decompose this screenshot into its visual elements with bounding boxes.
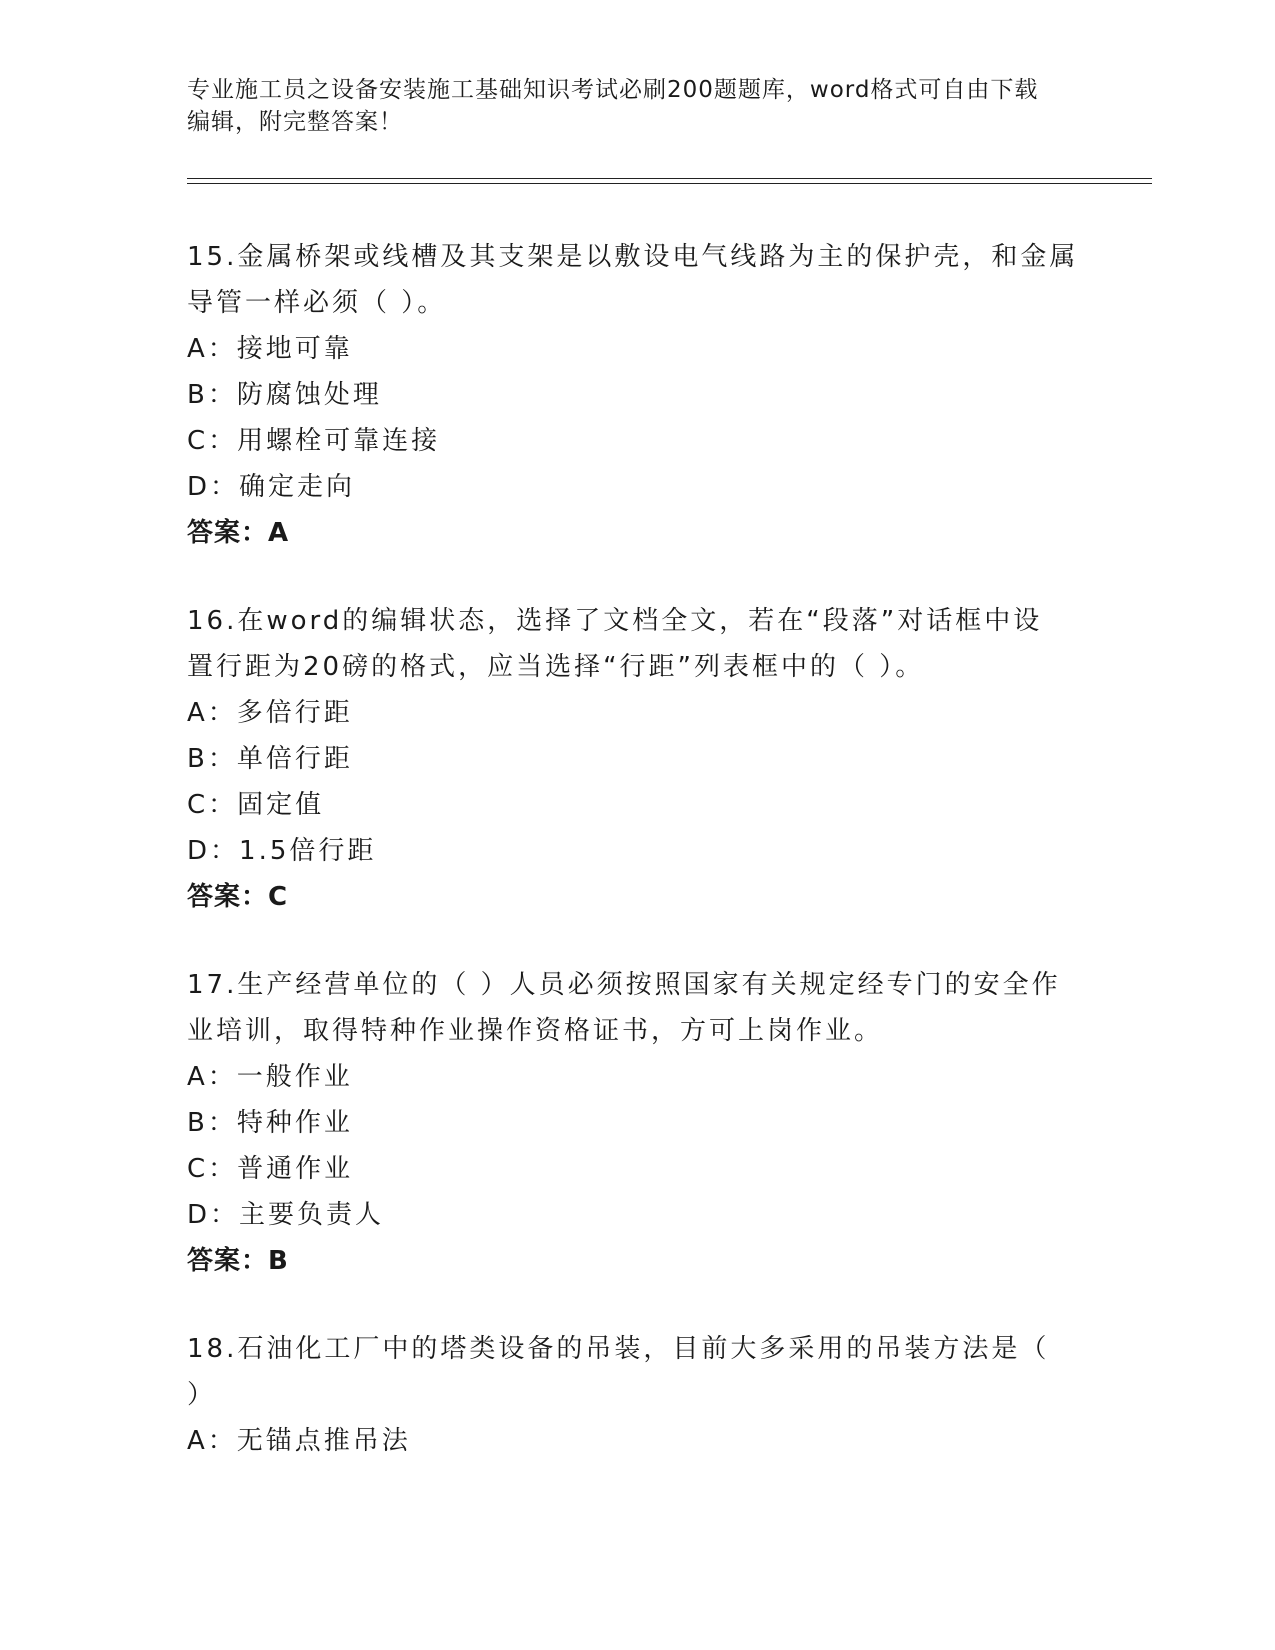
option-d: D：确定走向: [187, 472, 356, 502]
header-line-2: 编辑，附完整答案！: [187, 109, 403, 135]
header-divider-top: [187, 178, 1152, 179]
option-c: C：用螺栓可靠连接: [187, 426, 441, 456]
option-b: B：防腐蚀处理: [187, 380, 382, 410]
answer: 答案：C: [187, 882, 289, 912]
header-divider-bottom: [187, 183, 1152, 184]
option-a: A：多倍行距: [187, 698, 353, 728]
question-stem-line: 17.生产经营单位的（ ）人员必须按照国家有关规定经专门的安全作: [187, 970, 1061, 1000]
question-stem-line: 业培训，取得特种作业操作资格证书，方可上岗作业。: [187, 1016, 884, 1046]
option-c: C：普通作业: [187, 1154, 354, 1184]
question-17: [187, 962, 1087, 1284]
question-stem-line: 18.石油化工厂中的塔类设备的吊装，目前大多采用的吊装方法是（: [187, 1334, 1050, 1364]
question-18: [187, 1326, 1087, 1464]
header-line-1: 专业施工员之设备安装施工基础知识考试必刷200题题库，word格式可自由下载: [187, 77, 1039, 103]
option-a: A：一般作业: [187, 1062, 353, 1092]
option-b: B：特种作业: [187, 1108, 353, 1138]
option-b: B：单倍行距: [187, 744, 353, 774]
question-stem-line: 置行距为20磅的格式，应当选择“行距”列表框中的（ ）。: [187, 652, 925, 682]
answer: 答案：B: [187, 1246, 289, 1276]
question-stem-line: 15.金属桥架或线槽及其支架是以敷设电气线路为主的保护壳，和金属: [187, 242, 1079, 272]
option-a: A：无锚点推吊法: [187, 1426, 411, 1456]
option-a: A：接地可靠: [187, 334, 353, 364]
document-header: [187, 74, 1087, 138]
option-d: D：主要负责人: [187, 1200, 385, 1230]
question-stem-line: 16.在word的编辑状态，选择了文档全文，若在“段落”对话框中设: [187, 606, 1043, 636]
question-16: [187, 598, 1087, 920]
question-stem-line: 导管一样必须（ ）。: [187, 288, 447, 318]
answer: 答案：A: [187, 518, 290, 548]
option-d: D：1.5倍行距: [187, 836, 377, 866]
question-stem-line: ）: [187, 1380, 217, 1410]
option-c: C：固定值: [187, 790, 325, 820]
question-15: [187, 234, 1087, 556]
